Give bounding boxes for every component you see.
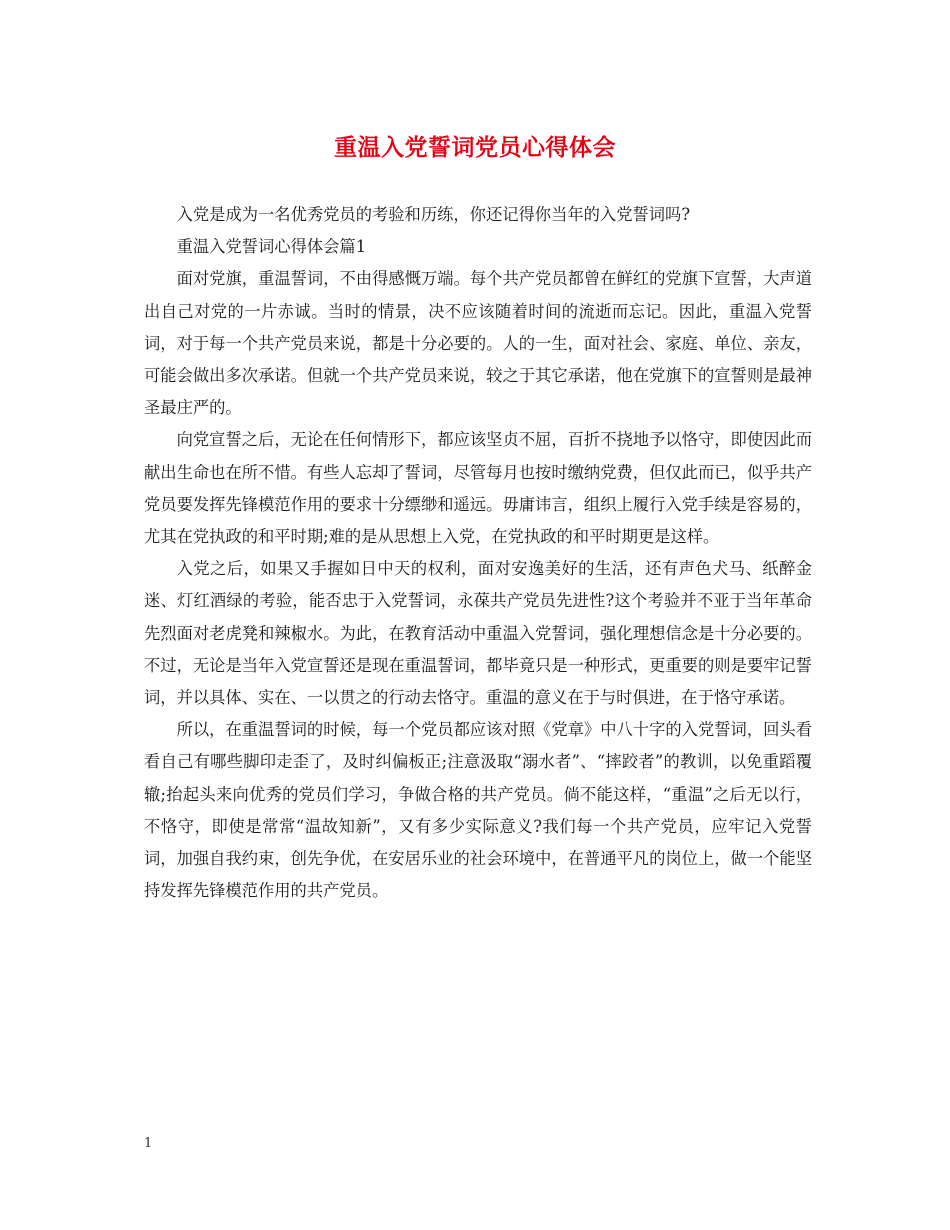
body-paragraph: 所以，在重温誓词的时候，每一个党员都应该对照《党章》中八十字的入党誓词，回头看看自己有哪些脚印走歪了，及时纠偏板正;注意汲取“溺水者”、“摔跤者”的教训，以免重蹈覆辙;抬起头来向优秀的党员们学习，争做合格的共产党员。倘不能这样，“重温”之后无以行，不恪守，即使是常常“温故知新”，又有多少实际意义?我们每一个共产党员，应牢记入党誓词，加强自我约束，创先争优，在安居乐业的社会环境中，在普通平凡的岗位上，做一个能坚持发挥先锋模范作用的共产党员。 — [144, 720, 812, 901]
intro-paragraph: 入党是成为一名优秀党员的考验和历练，你还记得你当年的入党誓词吗? — [176, 205, 691, 224]
page-number: 1 — [144, 1136, 153, 1151]
section-heading: 重温入党誓词心得体会篇1 — [176, 237, 367, 257]
document-title: 重温入党誓词党员心得体会 — [334, 134, 616, 161]
document-body — [144, 199, 812, 907]
body-paragraph: 面对党旗，重温誓词，不由得感慨万端。每个共产党员都曾在鲜红的党旗下宣誓，大声道出自己对党的一片赤诚。当时的情景，决不应该随着时间的流逝而忘记。因此，重温入党誓词，对于每一个共产党员来说，都是十分必要的。人的一生，面对社会、家庭、单位、亲友，可能会做出多次承诺。但就一个共产党员来说，较之于其它承诺，他在党旗下的宣誓则是最神圣最庄严的。 — [144, 269, 812, 418]
body-paragraph: 向党宣誓之后，无论在任何情形下，都应该坚贞不屈，百折不挠地予以恪守，即使因此而献出生命也在所不惜。有些人忘却了誓词，尽管每月也按时缴纳党费，但仅此而已，似乎共产党员要发挥先锋模范作用的要求十分缥缈和遥远。毋庸讳言，组织上履行入党手续是容易的，尤其在党执政的和平时期;难的是从思想上入党，在党执政的和平时期更是这样。 — [144, 430, 812, 547]
body-paragraph: 入党之后，如果又手握如日中天的权利，面对安逸美好的生活，还有声色犬马、纸醉金迷、灯红酒绿的考验，能否忠于入党誓词，永葆共产党员先进性?这个考验并不亚于当年革命先烈面对老虎凳和辣椒水。为此，在教育活动中重温入党誓词，强化理想信念是十分必要的。不过，无论是当年入党宣誓还是现在重温誓词，都毕竟只是一种形式，更重要的则是要牢记誓词，并以具体、实在、一以贯之的行动去恪守。重温的意义在于与时俱进，在于恪守承诺。 — [144, 559, 812, 708]
